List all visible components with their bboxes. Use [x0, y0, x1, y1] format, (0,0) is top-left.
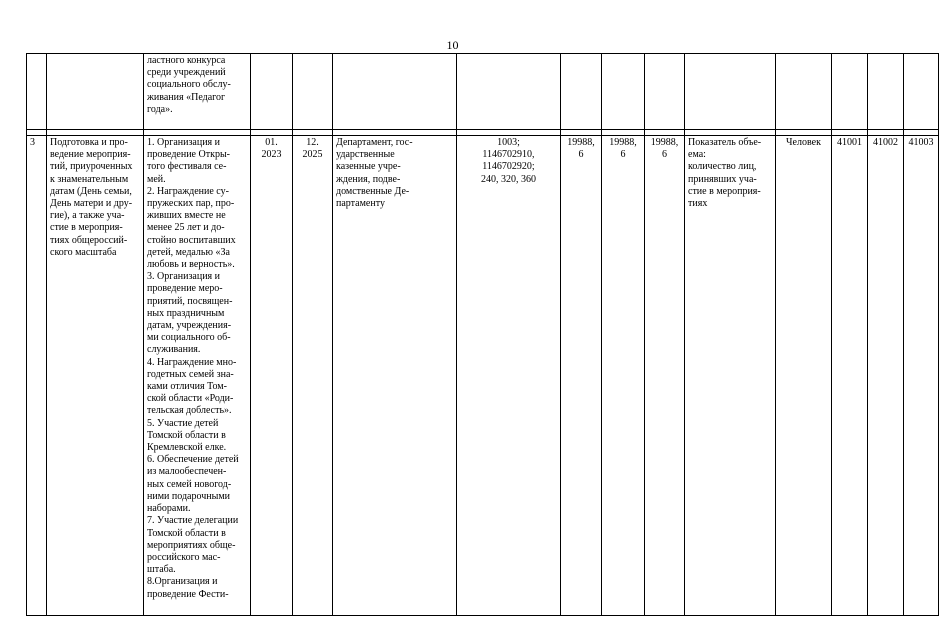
text-line: 1146702920; — [482, 161, 535, 173]
text-line: датам, учреждения- — [147, 320, 232, 332]
text-line: проведение Откры- — [147, 149, 230, 161]
cell-activities — [144, 136, 251, 616]
text-line: День матери и дру- — [50, 198, 133, 210]
text-line: 7. Участие делегации — [147, 515, 239, 527]
text-line: социального обслу- — [147, 79, 231, 91]
text-line: стие в мероприя- — [688, 185, 761, 197]
text-line: пружеских пар, про- — [147, 198, 235, 210]
text-line: среди учреждений — [147, 67, 226, 79]
text-line: датам (День семьи, — [50, 185, 132, 197]
text-line: Показатель объе- — [688, 137, 762, 148]
text-line: принявших уча- — [688, 173, 757, 185]
text-line: российского мас- — [147, 551, 221, 563]
text-line: ждения, подве- — [336, 173, 401, 185]
table-row-continued — [27, 54, 939, 130]
cell-task-empty — [47, 54, 144, 130]
text-line: живания «Педагог — [147, 91, 226, 103]
text-line: наборами. — [147, 503, 191, 515]
text-line: того фестиваля се- — [147, 161, 227, 173]
text-line: ского масштаба — [50, 246, 117, 258]
text-line: года». — [147, 103, 173, 115]
text-line: 1146702910, — [482, 149, 535, 161]
text-line: 3. Организация и — [147, 271, 221, 283]
text-line: менее 25 лет и до- — [147, 222, 225, 234]
text-line: ками отличия Том- — [147, 381, 227, 393]
text-line: к знаменательным — [50, 173, 129, 185]
cell-unit: Человек — [776, 136, 832, 616]
cell-value2-empty — [868, 54, 904, 130]
text-line: ударственные — [336, 149, 395, 161]
cell-value1-empty — [832, 54, 868, 130]
text-line: любовь и верность». — [147, 259, 235, 271]
cell-amount-1 — [561, 136, 602, 616]
cell-value-3: 41003 — [904, 136, 939, 616]
text-line: стие в мероприя- — [50, 222, 123, 234]
cell-executor-empty — [333, 54, 457, 130]
text-line: проведение Фести- — [147, 588, 229, 600]
text-line: штаба. — [147, 564, 176, 576]
text-line: приятий, посвящен- — [147, 295, 233, 307]
cell-value-2: 41002 — [868, 136, 904, 616]
text-line: Томской области в — [147, 429, 226, 441]
text-line: ской области «Роди- — [147, 393, 234, 405]
text-line: гие), а также уча- — [50, 210, 125, 222]
text-line: ведение мероприя- — [50, 149, 131, 161]
cell-amount-3 — [645, 136, 685, 616]
text-line: Подготовка и про- — [50, 137, 128, 148]
text-line: мероприятиях обще- — [147, 539, 236, 551]
cell-start-empty — [251, 54, 293, 130]
text-line: ми социального об- — [147, 332, 231, 344]
text-line: 6 — [578, 149, 584, 161]
text-line: стойно воспитавших — [147, 234, 236, 246]
text-line: Департамент, гос- — [336, 137, 413, 148]
text-line: 6 — [662, 149, 667, 161]
text-line: домственные Де- — [336, 185, 410, 197]
text-line: 19988, — [650, 137, 679, 148]
cell-unit-empty — [776, 54, 832, 130]
text-line: 8.Организация и — [147, 576, 218, 588]
text-line: ластного конкурса — [147, 55, 226, 66]
text-line: 5. Участие детей — [147, 417, 219, 429]
cell-end-date — [293, 136, 333, 616]
cell-amount3-empty — [645, 54, 685, 130]
cell-start-date — [251, 136, 293, 616]
text-line: 6. Обеспечение детей — [147, 454, 239, 466]
cell-row-number: 3 — [27, 136, 47, 616]
text-line: служивания. — [147, 344, 201, 356]
text-line: казенные учре- — [336, 161, 401, 173]
text-line: ных праздничным — [147, 307, 225, 319]
text-line: 1. Организация и — [147, 137, 221, 148]
cell-value3-empty — [904, 54, 939, 130]
text-line: годетных семей зна- — [147, 368, 234, 380]
text-line: тий, приуроченных — [50, 161, 133, 173]
cell-end-empty — [293, 54, 333, 130]
text-line: живших вместе не — [147, 210, 226, 222]
text-line: проведение меро- — [147, 283, 223, 295]
text-line: детей, медалью «За — [147, 246, 230, 258]
text-line: 240, 320, 360 — [481, 173, 536, 185]
page-number: 10 — [446, 38, 459, 52]
cell-code-empty — [457, 54, 561, 130]
cell-amount1-empty — [561, 54, 602, 130]
cell-amount2-empty — [602, 54, 645, 130]
text-line: 2025 — [302, 149, 323, 161]
cell-activity-continued — [144, 54, 251, 130]
cell-number-empty — [27, 54, 47, 130]
text-line: тельская доблесть». — [147, 405, 232, 417]
text-line: 2. Награждение су- — [147, 185, 229, 197]
text-line: 19988, — [609, 137, 637, 148]
plan-table — [26, 53, 939, 616]
text-line: 1003; — [497, 137, 520, 148]
text-line: партаменту — [336, 198, 385, 210]
text-line: 19988, — [567, 137, 595, 148]
text-line: ных семей новогод- — [147, 478, 232, 490]
text-line: 2023 — [261, 149, 282, 161]
text-line: тиях — [688, 198, 708, 210]
text-line: мей. — [147, 173, 166, 185]
cell-task — [47, 136, 144, 616]
text-line: 4. Награждение мно- — [147, 356, 237, 368]
text-line: ними подарочными — [147, 490, 230, 502]
text-line: тиях общероссий- — [50, 234, 128, 246]
text-line: 12. — [306, 137, 319, 148]
text-line: Томской области в — [147, 527, 226, 539]
cell-indicator — [685, 136, 776, 616]
text-line: из малообеспечен- — [147, 466, 227, 478]
text-line: 01. — [265, 137, 278, 148]
text-line: количество лиц, — [688, 161, 757, 173]
cell-budget-code — [457, 136, 561, 616]
text-line: Кремлевской елке. — [147, 442, 227, 454]
text-line: 6 — [620, 149, 626, 161]
cell-indicator-empty — [685, 54, 776, 130]
cell-value-1: 41001 — [832, 136, 868, 616]
cell-executor — [333, 136, 457, 616]
cell-amount-2 — [602, 136, 645, 616]
table-row-main — [27, 136, 939, 616]
text-line: ема: — [688, 149, 706, 161]
